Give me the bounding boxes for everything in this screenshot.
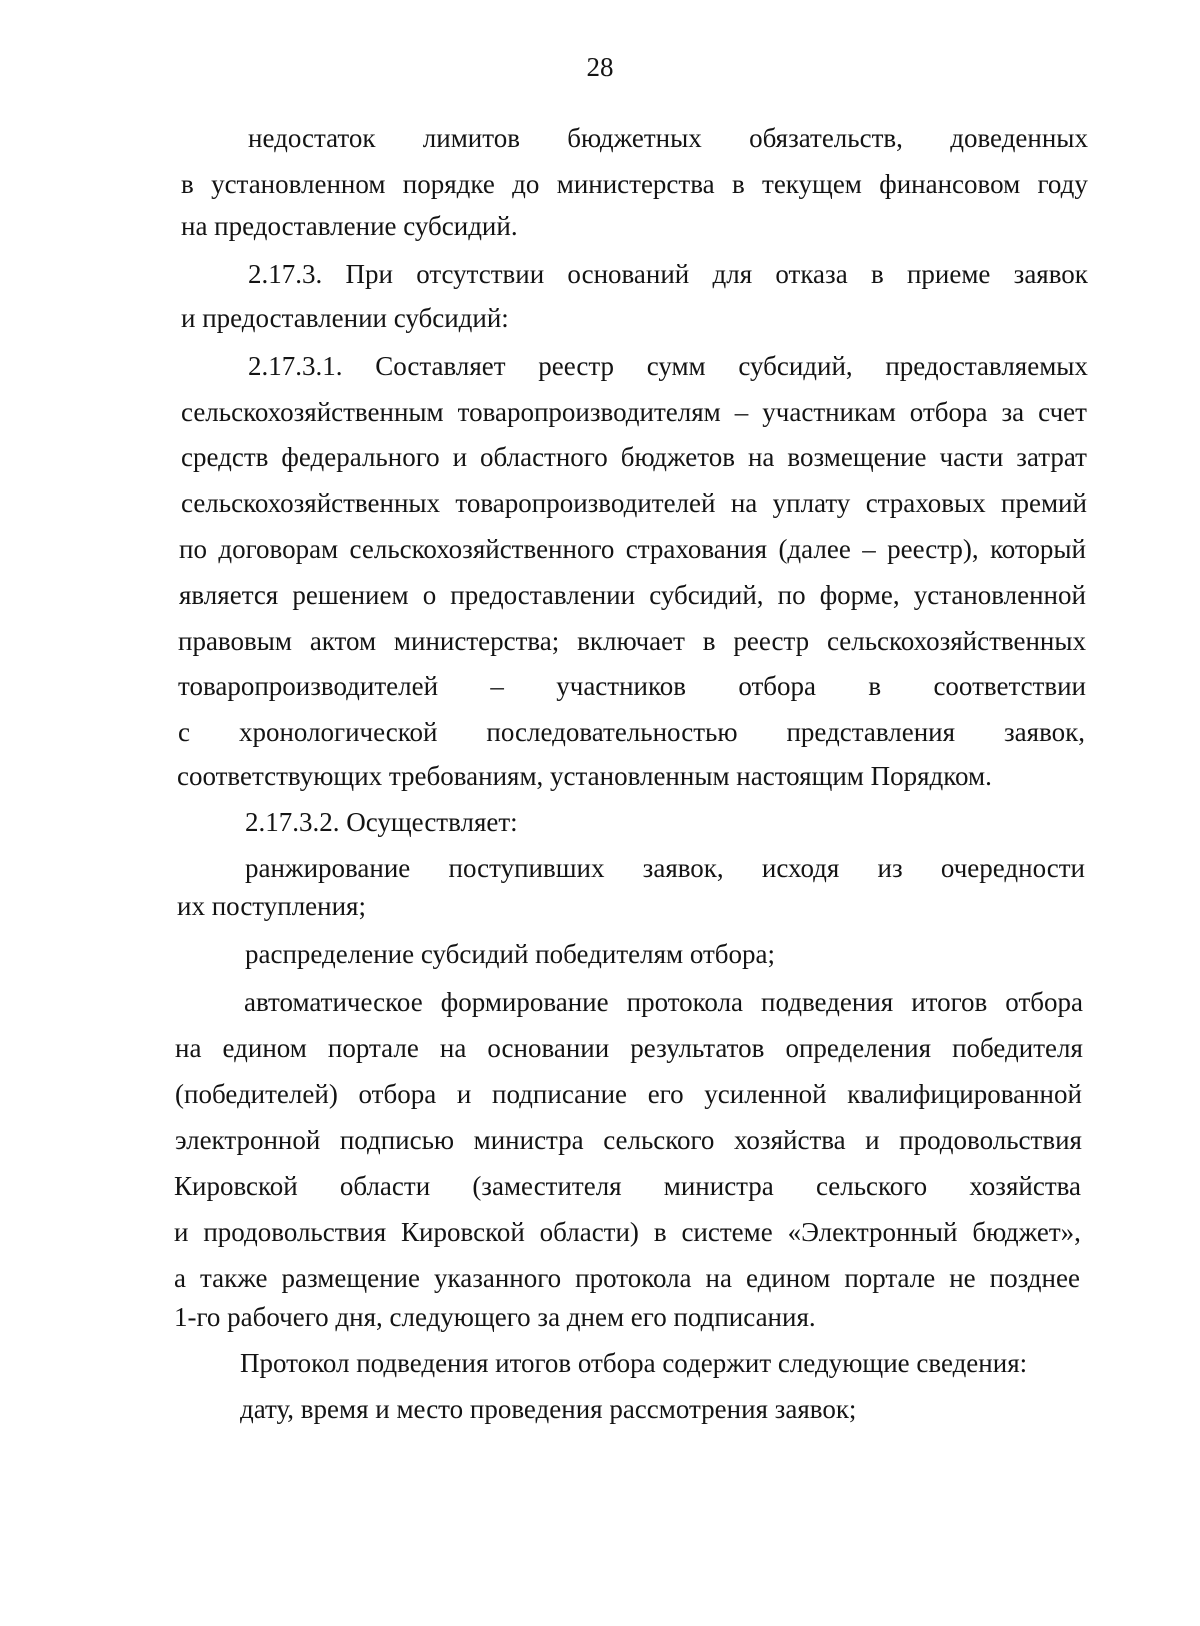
word: сельского — [815, 1171, 928, 1201]
word: в — [731, 169, 745, 199]
word: по — [777, 580, 806, 610]
word: последовательностью — [486, 717, 738, 747]
text-line: Протокол подведения итогов отбора содержит следующие сведения: — [240, 1348, 1028, 1378]
word: предоставляемых — [885, 351, 1088, 381]
word: Кировской — [174, 1171, 298, 1201]
text-line — [178, 625, 1086, 657]
word: в — [653, 1217, 667, 1247]
word: порядке — [402, 169, 495, 199]
word: и — [452, 442, 468, 472]
word: министерства; — [393, 626, 560, 656]
text-line — [174, 1216, 1081, 1248]
word: Составляет — [375, 351, 506, 381]
word: реестр — [733, 626, 810, 656]
text-line — [248, 122, 1088, 154]
word: участникам — [762, 397, 896, 427]
word: отказа — [775, 259, 848, 289]
word: товаропроизводителей — [178, 671, 439, 701]
word: году — [1037, 169, 1088, 199]
word: бюджетов — [620, 442, 735, 472]
text-line — [181, 487, 1087, 519]
word: отбора — [738, 671, 816, 701]
word: (заместителя — [472, 1171, 622, 1201]
word: премий — [1001, 488, 1087, 518]
text-line: 2.17.3.2. Осуществляет: — [245, 807, 518, 837]
word: министра — [663, 1171, 774, 1201]
word: (победителей) — [175, 1079, 338, 1109]
word: субсидий, — [738, 351, 853, 381]
word: за — [1001, 397, 1025, 427]
word: на — [705, 1263, 732, 1293]
text-line — [175, 1124, 1082, 1156]
word: хозяйства — [733, 1125, 846, 1155]
word: – — [862, 534, 876, 564]
word: отсутствии — [416, 259, 545, 289]
word: с — [178, 717, 190, 747]
word: товаропроизводителям — [457, 397, 721, 427]
word: форме, — [819, 580, 900, 610]
word: отбора — [358, 1079, 437, 1109]
text-line — [181, 168, 1088, 200]
text-line — [179, 533, 1086, 565]
text-line — [245, 852, 1085, 884]
word: сельскохозяйственных — [826, 626, 1086, 656]
text-line: на предоставление субсидий. — [181, 211, 518, 241]
word: в — [181, 169, 194, 199]
text-line — [248, 258, 1088, 290]
text-line: распределение субсидий победителям отбора; — [245, 939, 776, 969]
word: также — [199, 1263, 268, 1293]
word: системе — [681, 1217, 773, 1247]
word: результатов — [630, 1033, 765, 1063]
word: поступивших — [448, 853, 605, 883]
word: участников — [556, 671, 686, 701]
text-line — [181, 441, 1087, 473]
word: приеме — [906, 259, 991, 289]
word: для — [712, 259, 753, 289]
word: текущем — [762, 169, 862, 199]
word: хозяйства — [969, 1171, 1081, 1201]
word: сельского — [603, 1125, 715, 1155]
word: заявок — [1013, 259, 1088, 289]
text-line: и предоставлении субсидий: — [181, 303, 509, 333]
word: который — [990, 534, 1086, 564]
word: реестр — [538, 351, 614, 381]
word: сельскохозяйственных — [181, 488, 441, 518]
word: из — [877, 853, 903, 883]
word: установленной — [913, 580, 1086, 610]
word: на — [175, 1033, 202, 1063]
text-line — [178, 716, 1085, 748]
word: Кировской — [401, 1217, 525, 1247]
text-line — [175, 1032, 1083, 1064]
word: продовольствия — [203, 1217, 387, 1247]
word: до — [512, 169, 540, 199]
word: отбора — [909, 397, 988, 427]
word: 2.17.3.1. — [248, 351, 343, 381]
word: его — [647, 1079, 684, 1109]
word: части — [939, 442, 1004, 472]
word: бюджетных — [567, 123, 702, 153]
word: на — [439, 1033, 467, 1063]
word: квалифицированной — [847, 1079, 1082, 1109]
word: договорам — [218, 534, 339, 564]
word: – — [490, 671, 504, 701]
text-line — [178, 670, 1086, 702]
word: страхования — [625, 534, 768, 564]
word: автоматическое — [244, 987, 423, 1017]
text-line: дату, время и место проведения рассмотрения заявок; — [240, 1394, 857, 1424]
word: о — [422, 580, 437, 610]
word: товаропроизводителей — [455, 488, 716, 518]
word: министра — [473, 1125, 584, 1155]
word: финансовом — [879, 169, 1021, 199]
word: по — [179, 534, 207, 564]
page-number: 28 — [586, 52, 614, 82]
word: актом — [309, 626, 377, 656]
word: позднее — [989, 1263, 1080, 1293]
word: При — [345, 259, 393, 289]
word: (далее — [778, 534, 851, 564]
word: субсидий, — [649, 580, 764, 610]
word: и — [865, 1125, 880, 1155]
word: едином — [745, 1263, 831, 1293]
word: на — [747, 442, 775, 472]
word: включает — [577, 626, 685, 656]
word: заявок, — [642, 853, 724, 883]
word: в — [870, 259, 884, 289]
word: и — [174, 1217, 189, 1247]
word: исходя — [761, 853, 840, 883]
word: едином — [222, 1033, 307, 1063]
word: хронологической — [238, 717, 438, 747]
word: победителя — [952, 1033, 1083, 1063]
word: является — [179, 580, 279, 610]
word: представления — [786, 717, 956, 747]
word: бюджет», — [972, 1217, 1081, 1247]
word: портале — [844, 1263, 936, 1293]
text-line — [179, 579, 1086, 611]
text-line: 1-го рабочего дня, следующего за днем его подписания. — [174, 1302, 816, 1332]
word: страховых — [865, 488, 986, 518]
word: в — [868, 671, 882, 701]
word: правовым — [178, 626, 292, 656]
word: сельскохозяйственным — [181, 397, 444, 427]
word: федерального — [281, 442, 440, 472]
text-line — [244, 986, 1083, 1018]
word: портале — [327, 1033, 419, 1063]
word: средств — [181, 442, 269, 472]
word: установленном — [211, 169, 386, 199]
word: итогов — [911, 987, 988, 1017]
word: основании — [487, 1033, 610, 1063]
word: усиленной — [704, 1079, 827, 1109]
word: на — [730, 488, 758, 518]
text-line: их поступления; — [177, 891, 366, 921]
word: протокола — [575, 1263, 692, 1293]
word: отбора — [1005, 987, 1083, 1017]
word: не — [949, 1263, 976, 1293]
word: соответствии — [933, 671, 1086, 701]
text-line — [181, 396, 1087, 428]
word: – — [734, 397, 749, 427]
word: области — [339, 1171, 431, 1201]
word: реестр), — [887, 534, 979, 564]
word: 2.17.3. — [248, 259, 323, 289]
word: доведенных — [950, 123, 1088, 153]
word: «Электронный — [787, 1217, 958, 1247]
word: счет — [1038, 397, 1087, 427]
word: затрат — [1016, 442, 1087, 472]
text-line: соответствующих требованиям, установленным настоящим Порядком. — [177, 761, 992, 791]
word: областного — [480, 442, 608, 472]
word: подведения — [761, 987, 894, 1017]
text-line — [175, 1078, 1082, 1110]
word: лимитов — [422, 123, 520, 153]
word: очередности — [940, 853, 1085, 883]
word: электронной — [175, 1125, 321, 1155]
word: оснований — [567, 259, 690, 289]
word: формирование — [440, 987, 609, 1017]
word: в — [702, 626, 716, 656]
word: размещение — [281, 1263, 420, 1293]
word: указанного — [434, 1263, 562, 1293]
word: подписание — [492, 1079, 628, 1109]
word: сельскохозяйственного — [349, 534, 615, 564]
text-line — [248, 350, 1088, 382]
text-line — [174, 1170, 1081, 1202]
text-line — [174, 1262, 1080, 1294]
word: продовольствия — [899, 1125, 1082, 1155]
word: определения — [785, 1033, 932, 1063]
word: министерства — [556, 169, 715, 199]
word: обязательств, — [749, 123, 903, 153]
word: а — [174, 1263, 186, 1293]
word: и — [456, 1079, 472, 1109]
word: ранжирование — [245, 853, 411, 883]
word: заявок, — [1004, 717, 1085, 747]
word: решением — [292, 580, 409, 610]
word: подписью — [339, 1125, 455, 1155]
word: сумм — [646, 351, 706, 381]
word: области) — [539, 1217, 639, 1247]
word: протокола — [626, 987, 744, 1017]
word: уплату — [772, 488, 851, 518]
word: предоставлении — [450, 580, 636, 610]
word: возмещение — [787, 442, 927, 472]
word: недостаток — [248, 123, 376, 153]
